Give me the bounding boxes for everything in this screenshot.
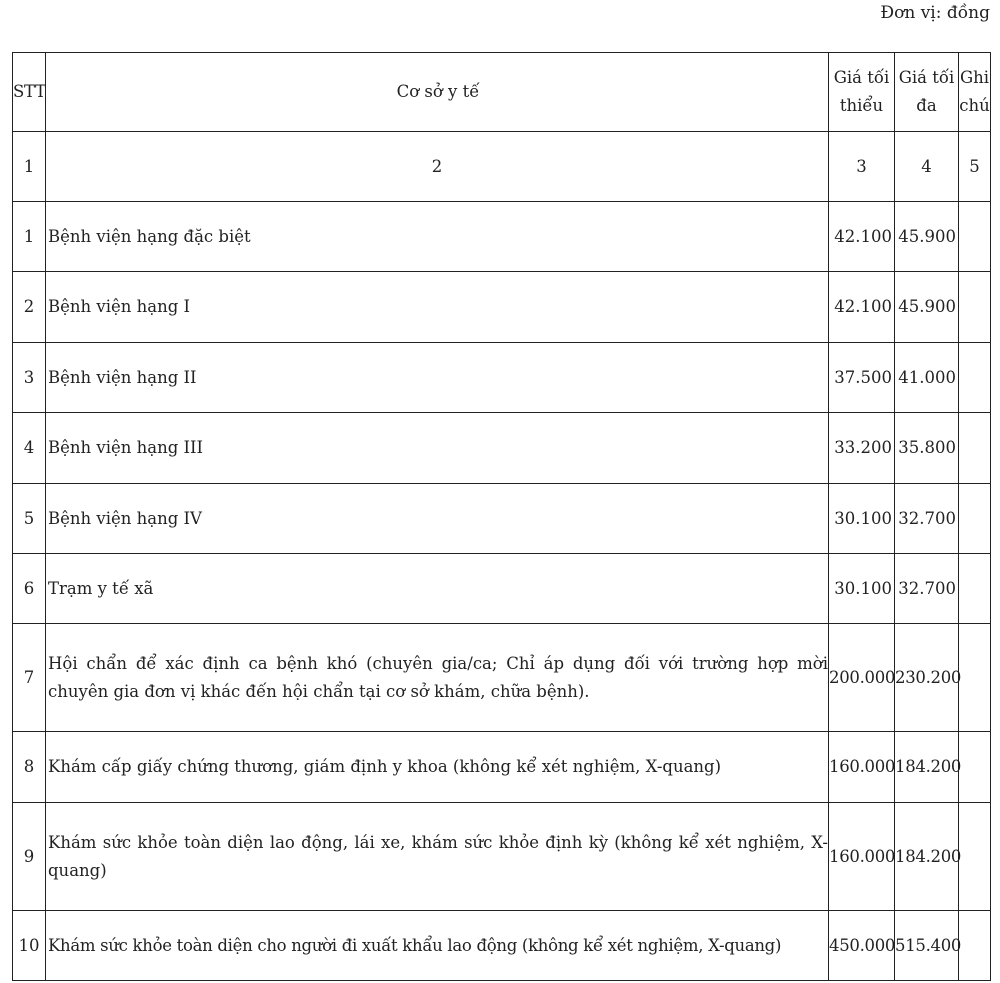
row-stt: 9 (13, 803, 46, 911)
row-name: Hội chẩn để xác định ca bệnh khó (chuyên gia/ca; Chỉ áp dụng đối với trường hợp mời chuyên gia đơn vị khác đến hội chẩn tại cơ sở khám, chữa bệnh). (46, 624, 829, 732)
row-note (959, 202, 991, 272)
table-row (13, 343, 991, 413)
table-row (13, 202, 991, 272)
row-note (959, 413, 991, 484)
row-min-price: 30.100 (829, 484, 895, 554)
row-min-price: 37.500 (829, 343, 895, 413)
table-row (13, 413, 991, 484)
row-min-price: 30.100 (829, 554, 895, 624)
price-table (12, 52, 991, 981)
header-row (13, 53, 991, 132)
header-note: Ghi chú (959, 53, 991, 132)
row-min-price: 42.100 (829, 272, 895, 343)
header-stt: STT (13, 53, 46, 132)
row-name: Bệnh viện hạng II (46, 343, 829, 413)
row-name: Bệnh viện hạng III (46, 413, 829, 484)
row-name: Trạm y tế xã (46, 554, 829, 624)
row-note (959, 272, 991, 343)
row-stt: 3 (13, 343, 46, 413)
header-facility: Cơ sở y tế (46, 53, 829, 132)
row-max-price: 184.200 (895, 803, 959, 911)
index-cell: 2 (46, 132, 829, 202)
table-row (13, 803, 991, 911)
header-max-price: Giá tối đa (895, 53, 959, 132)
row-note (959, 624, 991, 732)
table-row (13, 272, 991, 343)
index-row (13, 132, 991, 202)
unit-note: Đơn vị: đồng (880, 3, 990, 23)
header-min-price: Giá tối thiểu (829, 53, 895, 132)
row-stt: 5 (13, 484, 46, 554)
row-note (959, 554, 991, 624)
row-max-price: 32.700 (895, 484, 959, 554)
table-row (13, 732, 991, 803)
row-min-price: 200.000 (829, 624, 895, 732)
row-max-price: 32.700 (895, 554, 959, 624)
row-note (959, 343, 991, 413)
table-row (13, 911, 991, 981)
index-cell: 1 (13, 132, 46, 202)
row-note (959, 484, 991, 554)
row-max-price: 230.200 (895, 624, 959, 732)
row-name: Khám cấp giấy chứng thương, giám định y khoa (không kể xét nghiệm, X-quang) (46, 732, 829, 803)
row-max-price: 515.400 (895, 911, 959, 981)
row-name: Khám sức khỏe toàn diện cho người đi xuất khẩu lao động (không kể xét nghiệm, X-quang) (46, 911, 829, 981)
row-note (959, 803, 991, 911)
row-min-price: 42.100 (829, 202, 895, 272)
row-max-price: 184.200 (895, 732, 959, 803)
row-name: Bệnh viện hạng IV (46, 484, 829, 554)
row-max-price: 45.900 (895, 272, 959, 343)
row-note (959, 911, 991, 981)
row-stt: 10 (13, 911, 46, 981)
row-min-price: 160.000 (829, 732, 895, 803)
row-name: Bệnh viện hạng đặc biệt (46, 202, 829, 272)
row-stt: 1 (13, 202, 46, 272)
table-row (13, 484, 991, 554)
row-min-price: 33.200 (829, 413, 895, 484)
index-cell: 3 (829, 132, 895, 202)
row-min-price: 450.000 (829, 911, 895, 981)
row-max-price: 35.800 (895, 413, 959, 484)
row-max-price: 45.900 (895, 202, 959, 272)
row-note (959, 732, 991, 803)
row-stt: 7 (13, 624, 46, 732)
row-stt: 2 (13, 272, 46, 343)
row-max-price: 41.000 (895, 343, 959, 413)
row-stt: 6 (13, 554, 46, 624)
row-name: Bệnh viện hạng I (46, 272, 829, 343)
row-stt: 4 (13, 413, 46, 484)
index-cell: 4 (895, 132, 959, 202)
index-cell: 5 (959, 132, 991, 202)
row-stt: 8 (13, 732, 46, 803)
table-row (13, 554, 991, 624)
table-row (13, 624, 991, 732)
row-min-price: 160.000 (829, 803, 895, 911)
row-name: Khám sức khỏe toàn diện lao động, lái xe, khám sức khỏe định kỳ (không kể xét nghiệm, X-quang) (46, 803, 829, 911)
